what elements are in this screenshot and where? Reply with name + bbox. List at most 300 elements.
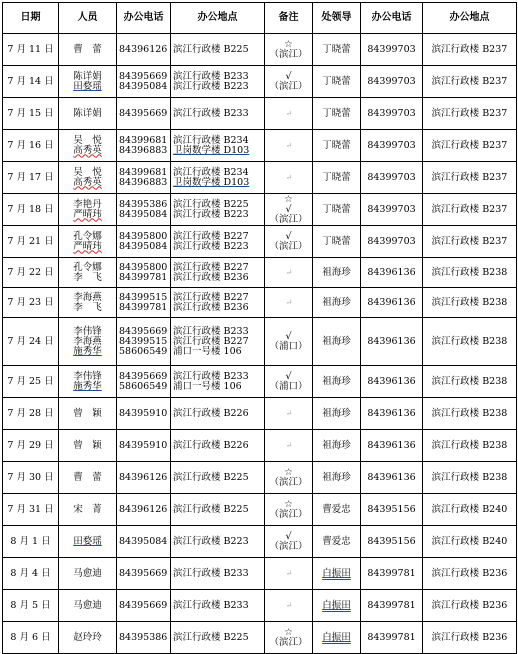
note-line-text: √: [285, 370, 292, 382]
people-cell: [59, 558, 117, 590]
leader-location-text: 滨江行政楼 B238: [431, 439, 508, 451]
phone-number: [119, 347, 168, 357]
person-name: [61, 441, 114, 451]
date-cell: [3, 318, 59, 366]
person-name: [61, 347, 114, 357]
leader-phone-cell: [361, 162, 423, 194]
phone-number-text: 84395669: [119, 107, 168, 119]
leader-cell: [313, 462, 361, 494]
leader-cell: [313, 590, 361, 622]
leader-phone-text: 84399703: [367, 107, 416, 119]
person-name-text: 马愈迪: [73, 567, 102, 579]
office-location-text: 滨江行政楼 B225: [173, 471, 249, 483]
phone-number-text: 84395386: [119, 631, 168, 643]
note-line-text: ☆: [284, 193, 293, 205]
office-location: [173, 601, 262, 611]
paragraph-mark-icon: ↵: [285, 297, 293, 307]
leader-text: 祖海珍: [322, 266, 351, 278]
paragraph-mark-icon: ↵: [285, 408, 293, 418]
date-text: 7 月 24 日: [7, 335, 54, 347]
office-location-text: 滨江行政楼 B227: [173, 261, 249, 273]
leader-location-cell: [423, 194, 517, 226]
leader-location-cell: [423, 318, 517, 366]
phone-number: [119, 601, 168, 611]
table-row: [3, 590, 517, 622]
office-location-text: 滨江行政楼 B223: [173, 535, 249, 547]
leader-text: 丁晓蕾: [322, 203, 351, 215]
leader-text: 祖海珍: [322, 375, 351, 387]
phone-number: [119, 146, 168, 156]
table-row: [3, 258, 517, 288]
phone-number: [119, 473, 168, 483]
phone-cell: [117, 194, 171, 226]
leader-phone-cell: [361, 258, 423, 288]
phone-number-text: 58606549: [119, 345, 168, 357]
phone-cell: [117, 318, 171, 366]
office-location-text: 滨江行政楼 B223: [173, 240, 249, 252]
leader-cell: [313, 318, 361, 366]
phone-number: [119, 109, 168, 119]
note-line: [267, 510, 310, 520]
office-location: [173, 537, 262, 547]
person-name-text: 吴 悦: [73, 134, 102, 146]
leader-location-text: 滨江行政楼 B237: [431, 235, 508, 247]
person-name: [61, 633, 114, 643]
person-name: [61, 537, 114, 547]
leader-phone-cell: [361, 98, 423, 130]
office-location: [173, 633, 262, 643]
date-cell: [3, 226, 59, 258]
phone-cell: [117, 558, 171, 590]
table-row: [3, 494, 517, 526]
phone-cell: [117, 98, 171, 130]
leader-phone-cell: [361, 366, 423, 398]
table-row: [3, 526, 517, 558]
note-line: [267, 82, 310, 92]
person-name-text: 高秀英: [73, 176, 102, 188]
header-people: 人员: [59, 3, 117, 34]
phone-number-text: 84396883: [119, 176, 168, 188]
people-cell: [59, 622, 117, 654]
leader-phone-text: 84396136: [367, 407, 416, 419]
phone-number: [119, 210, 168, 220]
leader-location-text: 滨江行政楼 B237: [431, 171, 508, 183]
leader-text: 丁晓蕾: [322, 171, 351, 183]
office-location-text: 滨江行政楼 B225: [173, 198, 249, 210]
people-cell: [59, 130, 117, 162]
leader-location-cell: [423, 258, 517, 288]
note-cell: [265, 494, 313, 526]
person-name-text: 严晴玮: [73, 240, 102, 252]
table-row: [3, 558, 517, 590]
phone-number-text: 84395669: [119, 325, 168, 337]
phone-number-text: 84396126: [119, 43, 168, 55]
date-cell: [3, 258, 59, 288]
date-text: 8 月 6 日: [10, 631, 51, 643]
leader-location-text: 滨江行政楼 B240: [431, 535, 508, 547]
leader-phone-cell: [361, 66, 423, 98]
leader-cell: [313, 494, 361, 526]
table-row: [3, 288, 517, 318]
leader-text: 丁晓蕾: [322, 107, 351, 119]
header-leader-phone: 办公电话: [361, 3, 423, 34]
phone-number-text: 84395084: [119, 535, 168, 547]
header-note: 备注: [265, 3, 313, 34]
leader-cell: [313, 98, 361, 130]
date-text: 7 月 23 日: [7, 296, 54, 308]
leader-location-text: 滨江行政楼 B238: [431, 375, 508, 387]
date-cell: [3, 558, 59, 590]
leader-text: 曹爱忠: [322, 503, 351, 515]
location-cell: [171, 34, 265, 66]
note-cell: [265, 66, 313, 98]
leader-location-text: 滨江行政楼 B237: [431, 43, 508, 55]
leader-phone-cell: [361, 226, 423, 258]
office-location: [173, 409, 262, 419]
location-cell: [171, 590, 265, 622]
leader-location-text: 滨江行政楼 B236: [431, 599, 508, 611]
office-location-text: 卫岗数学楼 D103: [173, 176, 250, 188]
person-name: [61, 178, 114, 188]
note-cell: [265, 318, 313, 366]
phone-number-text: 84395800: [119, 230, 168, 242]
leader-text: 曹爱忠: [322, 535, 351, 547]
note-line-text: （浦口）: [269, 380, 308, 392]
leader-phone-text: 84399703: [367, 139, 416, 151]
person-name-text: 曹 蕾: [73, 471, 102, 483]
leader-cell: [313, 66, 361, 98]
location-cell: [171, 194, 265, 226]
date-cell: [3, 66, 59, 98]
table-row: [3, 66, 517, 98]
phone-number: [119, 537, 168, 547]
phone-number: [119, 409, 168, 419]
leader-location-text: 滨江行政楼 B237: [431, 203, 508, 215]
leader-text: 白振田: [322, 599, 351, 611]
people-cell: [59, 226, 117, 258]
office-location: [173, 82, 262, 92]
person-name: [61, 242, 114, 252]
person-name-text: 马愈迪: [73, 599, 102, 611]
note-cell: [265, 288, 313, 318]
location-cell: [171, 288, 265, 318]
person-name-text: 施秀华: [73, 345, 102, 357]
person-name-text: 曹 蕾: [73, 43, 102, 55]
phone-cell: [117, 590, 171, 622]
table-row: [3, 622, 517, 654]
phone-number: [119, 633, 168, 643]
date-cell: [3, 590, 59, 622]
office-location-text: 滨江行政楼 B233: [173, 70, 249, 82]
person-name: [61, 303, 114, 313]
phone-number: [119, 45, 168, 55]
leader-text: 白振田: [322, 631, 351, 643]
leader-cell: [313, 288, 361, 318]
phone-number: [119, 505, 168, 515]
leader-location-text: 滨江行政楼 B237: [431, 75, 508, 87]
phone-cell: [117, 130, 171, 162]
person-name-text: 曾 颖: [73, 407, 102, 419]
leader-cell: [313, 226, 361, 258]
person-name-text: 李 飞: [73, 271, 102, 283]
phone-cell: [117, 34, 171, 66]
person-name-text: 李伟锋: [73, 325, 102, 337]
table-row: [3, 98, 517, 130]
phone-cell: [117, 366, 171, 398]
leader-text: 祖海珍: [322, 335, 351, 347]
leader-phone-text: 84396136: [367, 375, 416, 387]
leader-phone-text: 84399703: [367, 43, 416, 55]
phone-number: [119, 273, 168, 283]
leader-location-cell: [423, 590, 517, 622]
phone-number-text: 84399781: [119, 301, 168, 313]
table-row: [3, 194, 517, 226]
people-cell: [59, 398, 117, 430]
date-text: 8 月 4 日: [10, 567, 51, 579]
note-line-text: ☆: [284, 466, 293, 478]
leader-phone-text: 84399781: [367, 567, 416, 579]
location-cell: [171, 430, 265, 462]
phone-cell: [117, 66, 171, 98]
table-row: [3, 34, 517, 66]
leader-location-text: 滨江行政楼 B236: [431, 567, 508, 579]
phone-number-text: 84399515: [119, 335, 168, 347]
table-row: [3, 130, 517, 162]
note-cell: [265, 258, 313, 288]
phone-number: [119, 441, 168, 451]
paragraph-mark-icon: ↵: [285, 568, 293, 578]
leader-location-cell: [423, 558, 517, 590]
phone-number-text: 84396883: [119, 144, 168, 156]
location-cell: [171, 162, 265, 194]
note-line: [267, 638, 310, 648]
office-location-text: 滨江行政楼 B234: [173, 166, 249, 178]
location-cell: [171, 526, 265, 558]
note-line: [267, 478, 310, 488]
location-cell: [171, 130, 265, 162]
location-cell: [171, 98, 265, 130]
phone-number-text: 84396126: [119, 503, 168, 515]
leader-text: 祖海珍: [322, 439, 351, 451]
office-location-text: 卫岗数学楼 D103: [173, 144, 250, 156]
location-cell: [171, 226, 265, 258]
note-line-text: （滨江）: [269, 476, 308, 488]
phone-number-text: 84395669: [119, 599, 168, 611]
leader-phone-cell: [361, 318, 423, 366]
note-line: [267, 242, 310, 252]
phone-number-text: 84395084: [119, 208, 168, 220]
phone-number: [119, 242, 168, 252]
office-location-text: 滨江行政楼 B236: [173, 271, 249, 283]
duty-roster-sheet: [2, 2, 516, 654]
leader-location-cell: [423, 98, 517, 130]
person-name-text: 严晴玮: [73, 208, 102, 220]
phone-cell: [117, 398, 171, 430]
person-name-text: 李 飞: [73, 301, 102, 313]
note-cell: [265, 130, 313, 162]
location-cell: [171, 622, 265, 654]
leader-phone-text: 84399703: [367, 75, 416, 87]
leader-text: 祖海珍: [322, 471, 351, 483]
location-cell: [171, 398, 265, 430]
person-name-text: 李伟锋: [73, 370, 102, 382]
office-location-text: 滨江行政楼 B233: [173, 599, 249, 611]
leader-text: 白振田: [322, 567, 351, 579]
office-location: [173, 210, 262, 220]
phone-number-text: 84399681: [119, 166, 168, 178]
leader-location-text: 滨江行政楼 B238: [431, 266, 508, 278]
table-row: [3, 366, 517, 398]
leader-phone-text: 84396136: [367, 266, 416, 278]
date-cell: [3, 194, 59, 226]
location-cell: [171, 558, 265, 590]
leader-location-text: 滨江行政楼 B236: [431, 631, 508, 643]
note-line: [267, 50, 310, 60]
date-text: 7 月 21 日: [7, 235, 54, 247]
note-cell: [265, 194, 313, 226]
phone-cell: [117, 494, 171, 526]
phone-number-text: 84395669: [119, 70, 168, 82]
header-row: [3, 3, 517, 34]
paragraph-mark-icon: ↵: [285, 140, 293, 150]
note-cell: [265, 98, 313, 130]
phone-number: [119, 178, 168, 188]
person-name: [61, 210, 114, 220]
leader-location-cell: [423, 430, 517, 462]
date-text: 7 月 31 日: [7, 503, 54, 515]
leader-phone-cell: [361, 194, 423, 226]
leader-location-text: 滨江行政楼 B238: [431, 335, 508, 347]
person-name: [61, 569, 114, 579]
leader-location-cell: [423, 130, 517, 162]
note-line-text: （滨江）: [269, 213, 308, 225]
phone-number-text: 84395386: [119, 198, 168, 210]
location-cell: [171, 494, 265, 526]
office-location: [173, 178, 262, 188]
office-location: [173, 569, 262, 579]
note-cell: [265, 162, 313, 194]
paragraph-mark-icon: ↵: [285, 267, 293, 277]
note-line-text: ☆: [284, 498, 293, 510]
office-location: [173, 303, 262, 313]
leader-location-cell: [423, 462, 517, 494]
leader-phone-cell: [361, 622, 423, 654]
note-cell: [265, 622, 313, 654]
note-line-text: √: [285, 70, 292, 82]
person-name: [61, 146, 114, 156]
note-cell: [265, 398, 313, 430]
person-name-text: 孔令娜: [73, 230, 102, 242]
note-line-text: （滨江）: [269, 540, 308, 552]
leader-cell: [313, 558, 361, 590]
phone-number: [119, 569, 168, 579]
date-text: 7 月 14 日: [7, 75, 54, 87]
note-cell: [265, 526, 313, 558]
table-row: [3, 318, 517, 366]
phone-number-text: 84395800: [119, 261, 168, 273]
office-location: [173, 382, 262, 392]
leader-location-cell: [423, 622, 517, 654]
header-phone: 办公电话: [117, 3, 171, 34]
office-location-text: 滨江行政楼 B225: [173, 503, 249, 515]
office-location-text: 滨江行政楼 B226: [173, 439, 249, 451]
phone-number-text: 84395084: [119, 80, 168, 92]
leader-location-text: 滨江行政楼 B238: [431, 407, 508, 419]
note-line-text: （滨江）: [269, 240, 308, 252]
location-cell: [171, 258, 265, 288]
phone-cell: [117, 622, 171, 654]
leader-phone-text: 84396136: [367, 439, 416, 451]
note-cell: [265, 462, 313, 494]
leader-phone-text: 84399781: [367, 599, 416, 611]
note-line: [267, 342, 310, 352]
people-cell: [59, 462, 117, 494]
office-location-text: 滨江行政楼 B234: [173, 134, 249, 146]
people-cell: [59, 318, 117, 366]
leader-location-text: 滨江行政楼 B240: [431, 503, 508, 515]
person-name-text: 吴 悦: [73, 166, 102, 178]
office-location-text: 滨江行政楼 B225: [173, 43, 249, 55]
people-cell: [59, 366, 117, 398]
leader-location-cell: [423, 288, 517, 318]
note-line: [267, 542, 310, 552]
people-cell: [59, 494, 117, 526]
date-cell: [3, 34, 59, 66]
leader-cell: [313, 366, 361, 398]
phone-number-text: 84399515: [119, 291, 168, 303]
office-location-text: 滨江行政楼 B227: [173, 230, 249, 242]
office-location-text: 滨江行政楼 B227: [173, 335, 249, 347]
phone-number: [119, 382, 168, 392]
leader-text: 丁晓蕾: [322, 235, 351, 247]
note-line-text: √: [285, 230, 292, 242]
phone-number-text: 84395910: [119, 407, 168, 419]
office-location: [173, 146, 262, 156]
office-location: [173, 441, 262, 451]
leader-phone-text: 84396136: [367, 471, 416, 483]
note-line-text: （滨江）: [269, 80, 308, 92]
date-cell: [3, 398, 59, 430]
note-cell: [265, 590, 313, 622]
roster-body: [3, 34, 517, 654]
date-cell: [3, 98, 59, 130]
date-cell: [3, 288, 59, 318]
leader-phone-text: 84395156: [367, 535, 416, 547]
header-location: 办公地点: [171, 3, 265, 34]
phone-number: [119, 82, 168, 92]
office-location: [173, 273, 262, 283]
note-cell: [265, 430, 313, 462]
people-cell: [59, 194, 117, 226]
leader-location-cell: [423, 226, 517, 258]
person-name: [61, 273, 114, 283]
phone-number-text: 84395669: [119, 567, 168, 579]
person-name: [61, 45, 114, 55]
leader-location-cell: [423, 34, 517, 66]
note-cell: [265, 366, 313, 398]
office-location: [173, 45, 262, 55]
phone-number-text: 84395910: [119, 439, 168, 451]
office-location-text: 浦口一号楼 106: [173, 380, 242, 392]
leader-location-cell: [423, 366, 517, 398]
date-text: 7 月 22 日: [7, 266, 54, 278]
leader-phone-cell: [361, 34, 423, 66]
paragraph-mark-icon: ↵: [285, 108, 293, 118]
phone-number-text: 84395084: [119, 240, 168, 252]
leader-text: 丁晓蕾: [322, 43, 351, 55]
date-cell: [3, 494, 59, 526]
note-line-text: （浦口）: [269, 340, 308, 352]
